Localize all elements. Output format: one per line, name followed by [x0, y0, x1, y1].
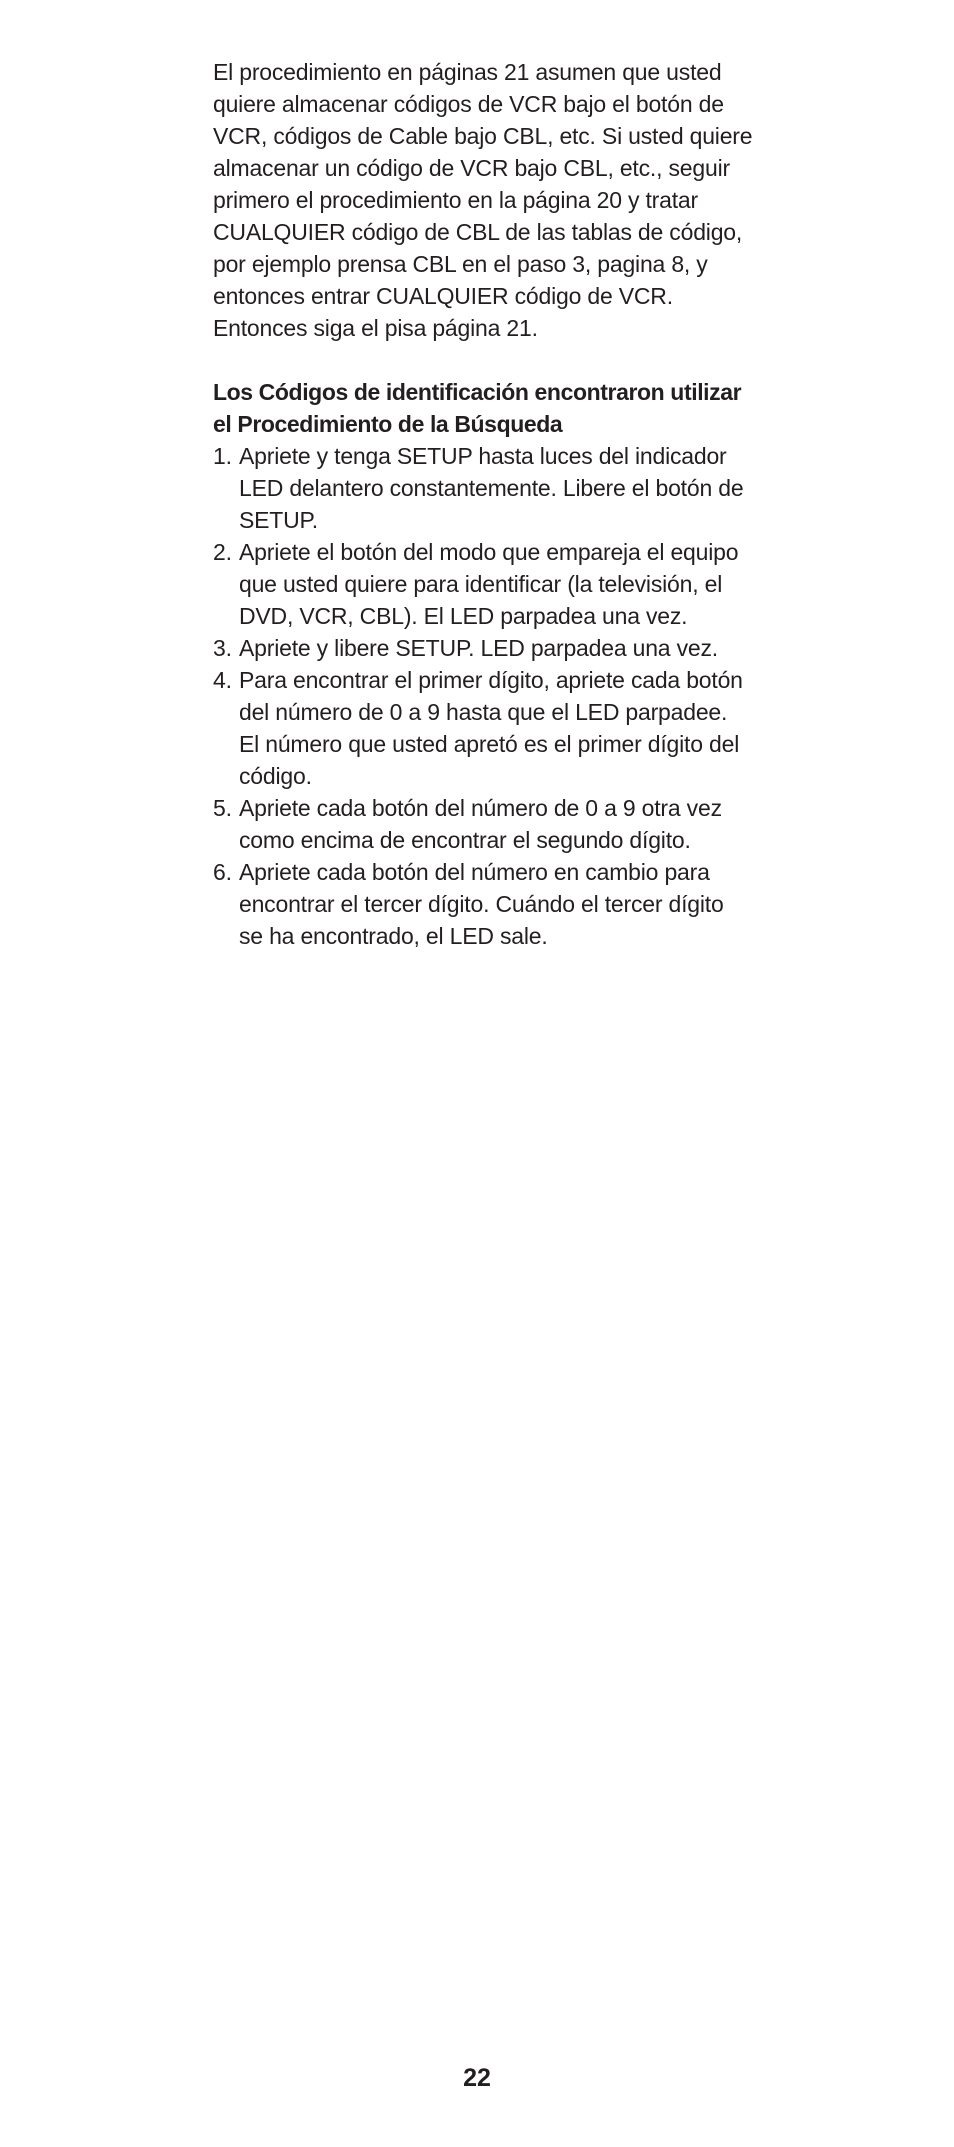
step-item	[213, 792, 753, 856]
step-item	[213, 664, 753, 792]
step-number: 3.	[213, 635, 232, 661]
step-item	[213, 440, 753, 536]
step-text: Para encontrar el primer dígito, apriete cada botón del número de 0 a 9 hasta que el LED parpadee. El número que usted apretó es el primer dígito del código.	[239, 667, 743, 789]
step-item	[213, 856, 753, 952]
page-number: 22	[463, 2064, 491, 2092]
step-number: 1.	[213, 443, 232, 469]
step-text: Apriete cada botón del número en cambio para encontrar el tercer dígito. Cuándo el tercer dígito se ha encontrado, el LED sale.	[239, 859, 724, 949]
page-content	[213, 56, 753, 952]
step-number: 5.	[213, 795, 232, 821]
step-text: Apriete y tenga SETUP hasta luces del indicador LED delantero constantemente. Libere el botón de SETUP.	[239, 443, 744, 533]
step-item	[213, 632, 753, 664]
steps-list	[213, 440, 753, 952]
step-text: Apriete el botón del modo que empareja el equipo que usted quiere para identificar (la televisión, el DVD, VCR, CBL). El LED parpadea una vez.	[239, 539, 739, 629]
step-text: Apriete cada botón del número de 0 a 9 otra vez como encima de encontrar el segundo dígito.	[239, 795, 722, 853]
step-number: 6.	[213, 859, 232, 885]
step-item	[213, 536, 753, 632]
intro-paragraph: El procedimiento en páginas 21 asumen que usted quiere almacenar códigos de VCR bajo el botón de VCR, códigos de Cable bajo CBL, etc. Si usted quiere almacenar un código de VCR bajo CBL, etc., seguir primero el procedimiento en la página 20 y tratar CUALQUIER código de CBL de las tablas de código, por ejemplo prensa CBL en el paso 3, pagina 8, y entonces entrar CUALQUIER código de VCR. Entonces siga el pisa página 21.	[213, 59, 753, 341]
step-number: 2.	[213, 539, 232, 565]
step-text: Apriete y libere SETUP. LED parpadea una vez.	[239, 635, 718, 661]
step-number: 4.	[213, 667, 232, 693]
section-heading: Los Códigos de identificación encontraron utilizar el Procedimiento de la Búsqueda	[213, 379, 742, 437]
